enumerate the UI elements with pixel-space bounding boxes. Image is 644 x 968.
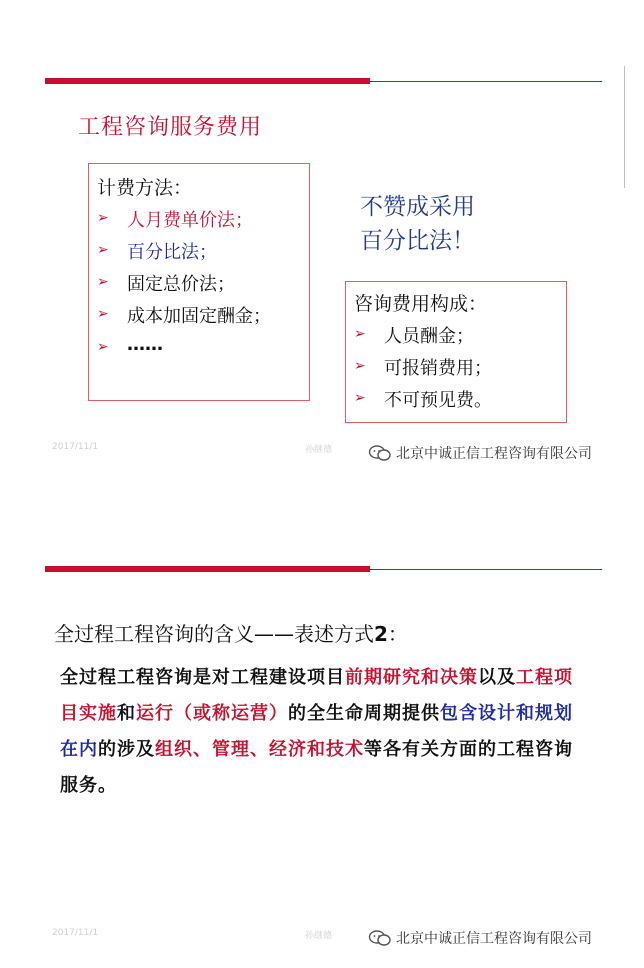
footer-date: 2017/11/1 — [52, 928, 99, 938]
definition-paragraph — [60, 660, 590, 804]
paragraph-segment: 的涉及 — [98, 739, 155, 760]
title-accent-line — [370, 569, 602, 570]
fee-method-item: …… — [127, 334, 163, 355]
arrow-bullet-icon: ➢ — [97, 306, 109, 322]
paragraph-highlight: 运行（或称运营） — [136, 703, 288, 724]
recommendation-note — [360, 190, 475, 258]
paragraph-highlight: 组织、管理、经济和技术 — [155, 739, 364, 760]
arrow-bullet-icon: ➢ — [354, 390, 366, 406]
fee-method-item: 人月费单价法； — [127, 210, 253, 231]
fee-composition-item: 不可预见费。 — [384, 390, 492, 411]
paragraph-highlight: 包含设计和规划在内 — [60, 703, 573, 760]
paragraph-segment: 以及 — [478, 667, 516, 688]
paragraph-highlight: 前期研究和决策 — [345, 667, 478, 688]
fee-method-item: 固定总价法； — [127, 274, 235, 295]
arrow-bullet-icon: ➢ — [97, 210, 109, 226]
fee-method-item: 成本加固定酬金； — [127, 306, 271, 327]
title-colon: ： — [387, 622, 408, 646]
footer-date: 2017/11/1 — [52, 442, 99, 452]
wechat-watermark — [368, 443, 592, 463]
wechat-watermark — [368, 928, 592, 948]
recommendation-line-1: 不赞成采用 — [360, 194, 475, 220]
watermark-text: 北京中诚正信工程咨询有限公司 — [396, 446, 592, 462]
title-accent-line — [370, 81, 602, 82]
fee-composition-item: 人员酬金； — [384, 326, 474, 347]
fee-composition-item: 可报销费用； — [384, 358, 492, 379]
slide-title — [54, 618, 408, 647]
arrow-bullet-icon: ➢ — [97, 242, 109, 258]
paragraph-segment: 和 — [117, 703, 136, 724]
title-number: 2 — [374, 622, 388, 646]
slide-definition — [0, 490, 644, 968]
fee-composition-box — [345, 281, 567, 423]
wechat-icon — [368, 444, 392, 462]
arrow-bullet-icon: ➢ — [354, 326, 366, 342]
title-accent-bar — [45, 78, 370, 84]
slide-edge-line — [624, 66, 625, 188]
title-text: 全过程工程咨询的含义——表述方式 — [54, 622, 374, 646]
watermark-text: 北京中诚正信工程咨询有限公司 — [396, 931, 592, 947]
footer-author: 孙继德 — [305, 931, 333, 941]
paragraph-segment: 的全生命周期提供 — [288, 703, 440, 724]
arrow-bullet-icon: ➢ — [97, 274, 109, 290]
fee-composition-heading: 咨询费用构成： — [354, 293, 488, 315]
paragraph-segment: 全过程工程咨询是对工程建设项目 — [60, 667, 345, 688]
slide-fee — [0, 0, 644, 480]
arrow-bullet-icon: ➢ — [354, 358, 366, 374]
wechat-icon — [368, 929, 392, 947]
paragraph-highlight: 工程项目实施 — [60, 667, 573, 724]
fee-method-item: 百分比法； — [127, 242, 217, 263]
title-accent-bar — [45, 566, 370, 572]
footer-author: 孙继德 — [305, 445, 333, 455]
fee-methods-heading: 计费方法： — [97, 177, 193, 199]
paragraph-segment: 等各有关方面的工程咨询服务。 — [60, 739, 573, 796]
recommendation-line-2: 百分比法！ — [360, 228, 475, 254]
fee-methods-box — [88, 163, 310, 401]
slide-title: 工程咨询服务费用 — [78, 115, 263, 140]
arrow-bullet-icon: ➢ — [97, 339, 109, 355]
